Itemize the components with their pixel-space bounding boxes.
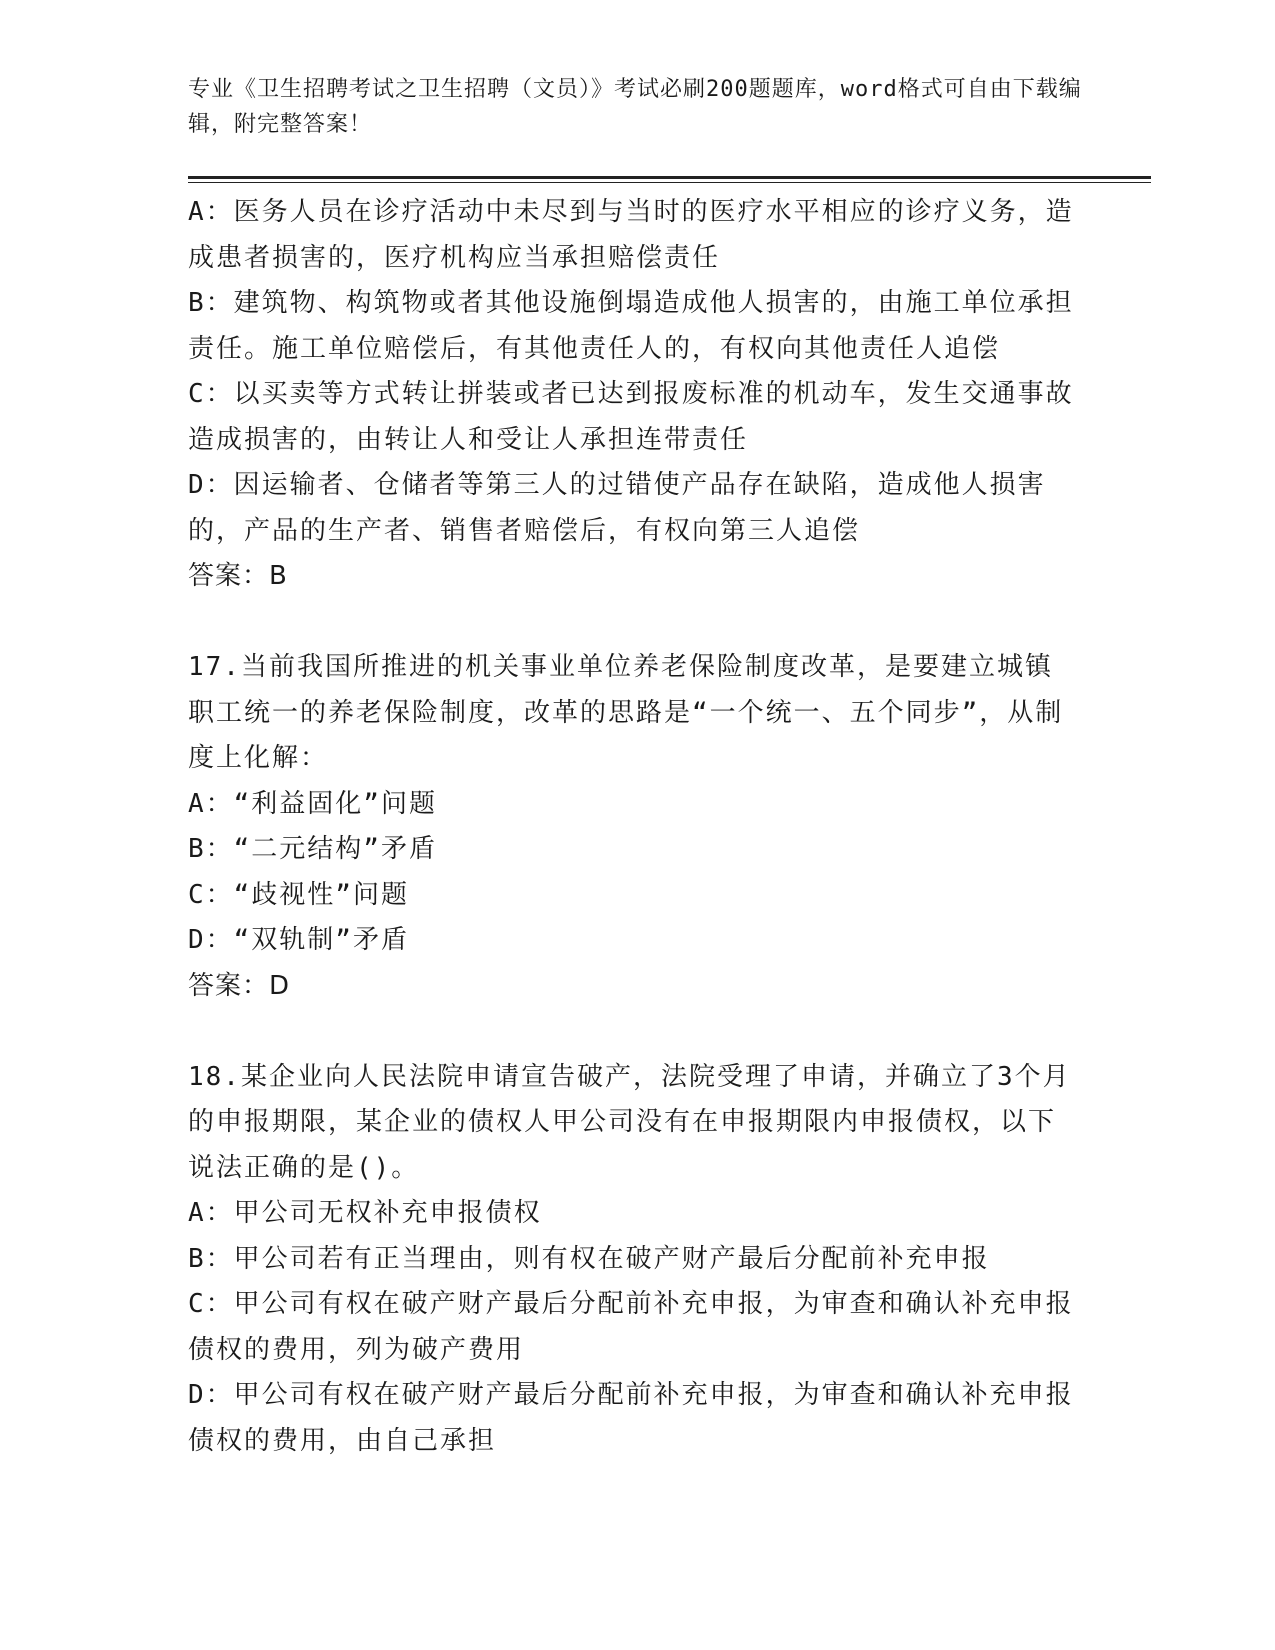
header-divider-thin: [188, 182, 1151, 183]
q17-option-c: C：“歧视性”问题: [188, 879, 409, 910]
q17-answer: 答案：D: [188, 970, 291, 1001]
q18-option-c: C：甲公司有权在破产财产最后分配前补充申报，为审查和确认补充申报债权的费用，列为破产费用: [188, 1289, 1074, 1365]
q18-option-d: D：甲公司有权在破产财产最后分配前补充申报，为审查和确认补充申报债权的费用，由自己承担: [188, 1380, 1074, 1456]
q17-option-a: A：“利益固化”问题: [188, 788, 437, 819]
question-17-block: [188, 645, 1078, 1009]
page-header-title: 专业《卫生招聘考试之卫生招聘（文员）》考试必刷200题题库，word格式可自由下载编辑，附完整答案！: [188, 77, 1082, 137]
spacer: [188, 1009, 1078, 1055]
header-divider-thick: [188, 176, 1151, 179]
q16-option-b: B：建筑物、构筑物或者其他设施倒塌造成他人损害的，由施工单位承担责任。施工单位赔偿后，有其他责任人的，有权向其他责任人追偿: [188, 288, 1074, 364]
spacer: [188, 600, 1078, 646]
question-18-block: [188, 1055, 1078, 1465]
q18-stem: 18.某企业向人民法院申请宣告破产，法院受理了申请，并确立了3个月的申报期限，某企业的债权人甲公司没有在申报期限内申报债权，以下说法正确的是()。: [188, 1061, 1071, 1183]
q17-option-b: B：“二元结构”矛盾: [188, 834, 437, 864]
q18-option-a: A：甲公司无权补充申报债权: [188, 1198, 542, 1228]
q16-answer: 答案：B: [188, 561, 288, 591]
q17-option-d: D：“双轨制”矛盾: [188, 925, 409, 955]
q16-option-d: D：因运输者、仓储者等第三人的过错使产品存在缺陷，造成他人损害的，产品的生产者、销售者赔偿后，有权向第三人追偿: [188, 470, 1046, 546]
question-16-block: [188, 190, 1078, 600]
q16-option-c: C：以买卖等方式转让拼装或者已达到报废标准的机动车，发生交通事故造成损害的，由转让人和受让人承担连带责任: [188, 379, 1074, 455]
q16-option-a: A：医务人员在诊疗活动中未尽到与当时的医疗水平相应的诊疗义务，造成患者损害的，医疗机构应当承担赔偿责任: [188, 197, 1074, 273]
q17-stem: 17.当前我国所推进的机关事业单位养老保险制度改革，是要建立城镇职工统一的养老保险制度，改革的思路是“一个统一、五个同步”，从制度上化解：: [188, 652, 1064, 773]
q18-option-b: B：甲公司若有正当理由，则有权在破产财产最后分配前补充申报: [188, 1243, 990, 1274]
question-content: [188, 190, 1078, 1464]
